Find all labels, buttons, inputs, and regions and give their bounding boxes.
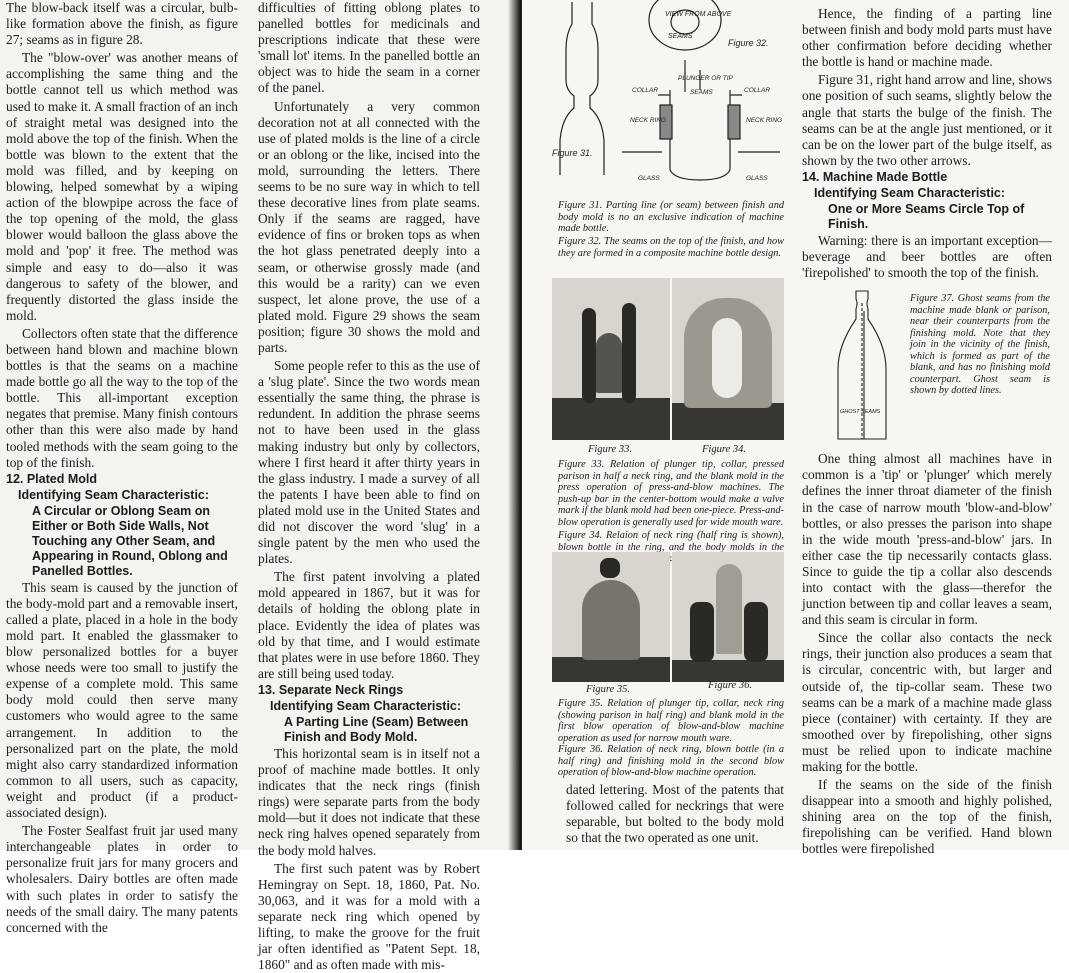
plunger-diagram (670, 90, 730, 180)
figure-36-caption: Figure 36. Relation of neck ring, blown bottle (in a half ring) and finishing mold in the second blow operation of blow-and-blow machine operation. (558, 744, 784, 778)
diagram-label-seams-top: SEAMS (668, 33, 693, 40)
seam-characteristic-label: Identifying Seam Characteristic: (814, 185, 1006, 200)
figure-33-photo (552, 278, 670, 440)
seam-characteristic: A Parting Line (Seam) Between Finish and Body Mold. (284, 714, 469, 744)
diagram-label-plunger: PLUNGER OR TIP (678, 75, 733, 82)
figure-37 (802, 289, 1052, 447)
figure-31-caption: Figure 31. Parting line (or seam) between finish and body mold is no an exclusive indication of machine made bottle. (558, 200, 784, 234)
paragraph: dated lettering. Most of the patents that followed called for neckrings that were separable, but bolted to the body mold so that the two operated as one unit. (566, 782, 784, 846)
paragraph: The first such patent was by Robert Hemingray on Sept. 18, 1860, Pat. No. 30,063, and it was for a mold with a separate neck ring which opened by lifting, to make the groove for the fruit jar often identified as "Patent Sept. 18, 1860" and as often made with mis- (258, 860, 480, 973)
paragraph: Since the collar also contacts the neck rings, their junction also produces a seam that is circular, concentric with, but larger and outside of, the tip-collar seam. These two seams can be a mark of a machine made glass piece (container) with certainty. If they are smoothed over by firepolishing, other signs must be relied upon to indicate machine making for the bottle. (802, 630, 1052, 774)
diagram-label-figure-32: Figure 32. (728, 38, 769, 48)
paragraph: The "blow-over' was another means of accomplishing the same thing and the bottle cannot tell us which method was used to make it. A small fraction of an inch of straight metal was designed into the mold above the top of the finish. When the bottle was blown to the extent that the mold was filled, and by keeping on blowing, helped somewhat by a wiping action of the blowpipe across the face of the top opening of the mold, the glass blower would balloon the glass above the mold and 'pop' it free. The method was simple and easy to do—also it was dangerous to safety of the blower, and frequently distorted the glass inside the mold. (6, 50, 238, 323)
diagram-label-figure-31: Figure 31. (552, 148, 593, 158)
seam-characteristic-label: Identifying Seam Characteristic: (270, 698, 462, 713)
diagram-label-neck-ring-right: NECK RING (746, 117, 783, 124)
section-heading-14: 14. Machine Made Bottle (802, 169, 948, 184)
bottle-label-ghost-seams: GHOST SEAMS (840, 409, 881, 416)
section-heading-12: 12. Plated Mold (6, 471, 97, 486)
figure-33-caption: Figure 33. Relation of plunger tip, collar, pressed parison in half a neck ring, and the blank mold in the press operation of press-and-blow machines. The push-up bar in the center-bottom would make a valve mark if the blank mold had been one-piece. Press-and-blow operation is generally used for wide mouth ware. (558, 459, 784, 528)
diagram-label-view-from-above: VIEW FROM ABOVE (665, 11, 732, 18)
figure-32-caption: Figure 32. The seams on the top of the finish, and how they are formed in a composite machine bottle design. (558, 236, 784, 259)
figure-37-bottle-drawing (822, 289, 902, 445)
paragraph: The blow-back itself was a circular, bulb-like formation above the finish, as figure 27; seams as in figure 28. (6, 0, 238, 48)
figure-31-32-diagram (550, 0, 786, 195)
paragraph: One thing almost all machines have in common is a 'tip' or 'plunger' which merely defines the inner throat diameter of the finish in the case of narrow mouth 'blow-and-blow' bottles, or also presses the parison into shape in the wide mouth 'press-and-blow' jars. In either case the tip necessarily contacts glass. Since to guide the tip a collar also descends into contact with the glass—therefor the junction between tip and collar leaves a seam, and this seam is circular in form. (802, 451, 1052, 628)
figure-33-label: Figure 33. (588, 444, 632, 455)
diagram-label-collar-right: COLLAR (744, 87, 771, 94)
left-column-2 (258, 0, 480, 973)
paragraph: Unfortunately a very common decoration not at all connected with the use of plated molds is the line of a circle or an oblong or the like, incised into the mold, surrounding the letters. There seems to be no sure way in which to tell these decorative lines from plate seams. Only if the seams are ragged, have evidence of fins or broken tops as when the hot glass penetrated deeply into a seam, or otherwise grossly made (and this would be a rarity) can we even suspect, let alone prove, the use of a plated mold. Figure 29 shows the seam position; figure 30 shows the mold and parts. (258, 98, 480, 355)
paragraph: This horizontal seam is in itself not a proof of machine made bottles. It only indicates that the neck rings (finish rings) were separate parts from the body mold—but it does not indicate that these neck ring halves opened separately from the body mold halves. (258, 745, 480, 858)
paragraph: Hence, the finding of a parting line between finish and body mold parts must have other confirmation before deciding whether the bottle is hand or machine made. (802, 6, 1052, 70)
figure-35-caption: Figure 35. Relation of plunger tip, collar, neck ring (showing parison in half ring) and blank mold in the first blow operation of blow-and-blow machine operation as used for narrow mouth ware. (558, 698, 784, 744)
diagram-label-glass-left: GLASS (638, 175, 660, 182)
seam-characteristic: A Circular or Oblong Seam on Either or Both Side Walls, Not Touching any Other Seam, and Appearing in Round, Oblong and Panelled Bottles. (32, 503, 228, 578)
figure-34-photo (672, 278, 784, 440)
paragraph: Warning: there is an important exception—beverage and beer bottles are often 'firepolished' to smooth the top of the finish. (802, 232, 1052, 281)
figure-34-label: Figure 34. (702, 444, 746, 455)
right-column (802, 6, 1052, 858)
view-from-above-circle (649, 0, 721, 50)
figure-37-caption: Figure 37. Ghost seams from the machine made blank or parison, near their counterparts from the finishing mold. Note that they join in the vicinity of the finish, which is formed as part of the blank, and has no finishing mold counterpart. Ghost seam is shown by dotted lines. (910, 293, 1050, 397)
right-page (522, 0, 1069, 857)
figure-35-label: Figure 35. (586, 684, 630, 695)
paragraph: Collectors often state that the difference between hand blown and machine blown bottles is that the seams on a machine made bottle go all the way to the top of the bottle. This all-important exception negates that premise. Many finish contours other than this were also made by hand tooled methods with the seam going to the top of the finish. (6, 325, 238, 470)
figure-36-photo (672, 552, 784, 682)
seam-characteristic-label: Identifying Seam Characteristic: (18, 487, 210, 502)
paragraph: This seam is caused by the junction of the body-mold part and a removable insert, called a plate, placed in a hole in the body mold part. It enabled the glassmaker to blow personalized bottles for a buyer whose needs were too small to justify the expense of a complete mold. This same body mold could then serve many customers who would agree to the same arrangement. In addition to the personalized part on the plate, the mold might also carry standardized information common to all users, such as capacity, weight and product (if a product-associated design). (6, 579, 238, 821)
diagram-label-seams-mid: SEAMS (690, 89, 713, 96)
paragraph: Some people refer to this as the use of a 'slug plate'. Since the two words mean essentially the same thing, the phrase is redundent. In addition the phrase seems not to have been used in the glass making industry but only by collectors, where I first heard it after thirty years in the glass industry. I made a survey of all the patents I have been able to find on plated mold use in the United States and did not discover the word 'slug' in a single patent by the men who used the plates. (258, 358, 480, 567)
figure-34-caption: Figure 34. Relaion of neck ring (half ring is shown), blown bottle in the ring, and the body molds in the (558, 530, 784, 553)
left-page (0, 0, 520, 973)
paragraph: The first patent involving a plated mold appeared in 1867, but it was for details of holding the oblong plate in place. Evidently the idea of plates was old by that time, and I would estimate that plates were in use before 1860. They are still being used today. (258, 569, 480, 681)
diagram-label-glass-right: GLASS (746, 175, 768, 182)
diagram-label-collar-left: COLLAR (632, 87, 659, 94)
paragraph: Figure 31, right hand arrow and line, shows one position of such seams, slightly below the angle that starts the bulge of the finish. The seams can be at the angle just mentioned, or it can be on the lower part of the bulge itself, as shown by the two other arrows. (802, 72, 1052, 168)
middle-column-bottom-text (566, 782, 784, 846)
left-column-1 (6, 0, 238, 936)
paragraph: The Foster Sealfast fruit jar used many interchangeable plates in order to personalize fruit jars for many grocers and wholesalers. Dairy bottles are often made with such plates in order to satisfy the needs of the small dairy. The many patents concerned with the (6, 823, 238, 935)
paragraph: difficulties of fitting oblong plates to panelled bottles for medicinals and prescriptions indicate that these were 'small lot' items. In the panelled bottle an object was to hide the seam in a corner of the panel. (258, 0, 480, 96)
section-heading-13: 13. Separate Neck Rings (258, 682, 404, 697)
figure-35-photo (552, 552, 670, 682)
diagram-label-neck-ring-left: NECK RING (630, 117, 667, 124)
figure-36-label: Figure 36. (708, 680, 752, 691)
paragraph: If the seams on the side of the finish disappear into a smooth and highly polished, shining area on the top of the finish, firepolishing can be verified. Hand blown bottles were firepolished (802, 777, 1052, 857)
seam-characteristic: One or More Seams Circle Top of Finish. (828, 201, 1025, 231)
